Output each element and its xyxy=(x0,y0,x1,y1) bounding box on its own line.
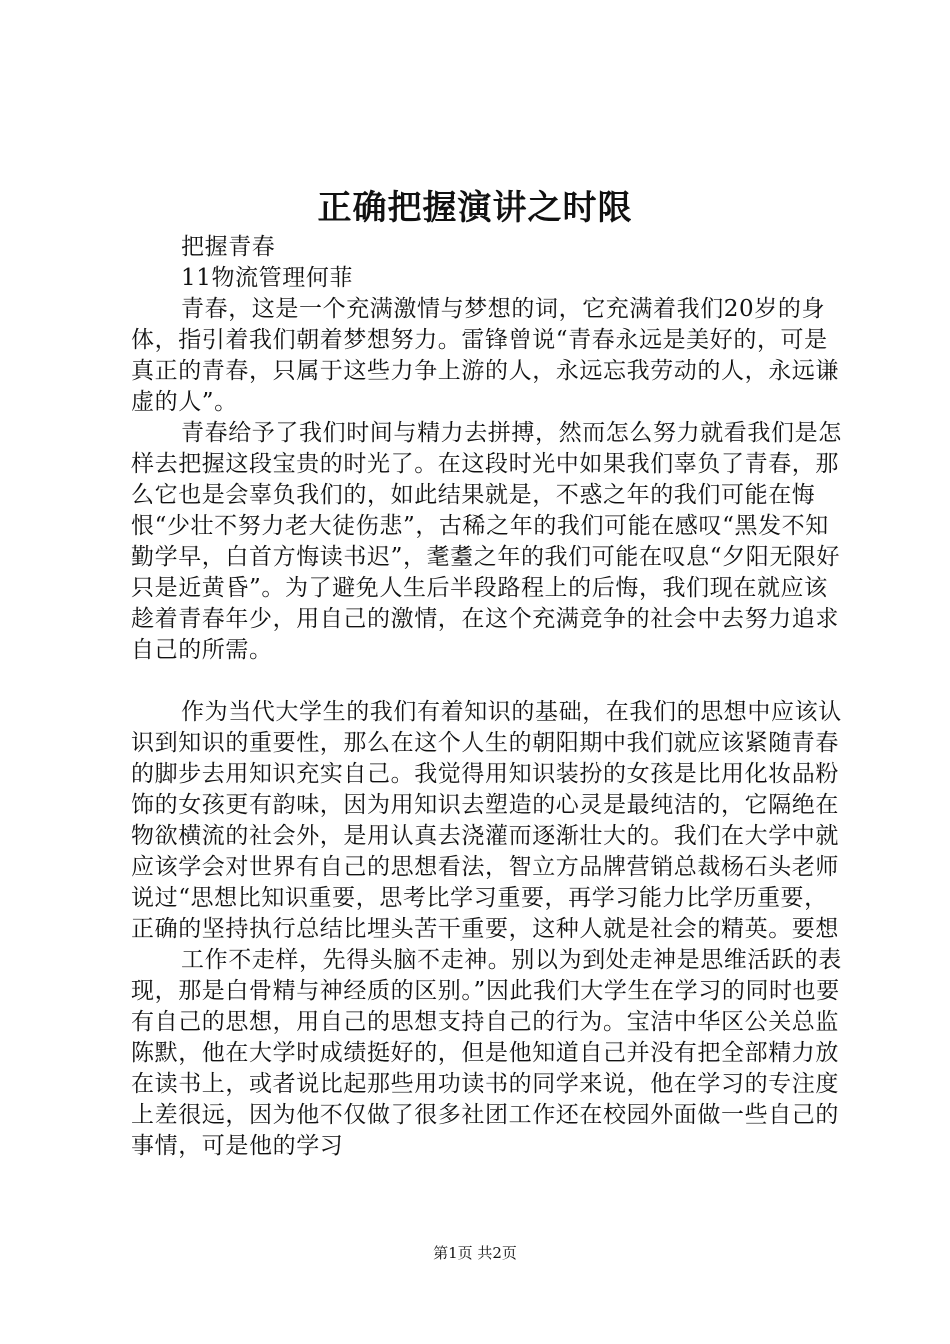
paragraph-gap xyxy=(131,666,845,697)
document-body xyxy=(131,232,845,1162)
page-footer: 第1页 共2页 xyxy=(433,1244,517,1262)
paragraph-4 xyxy=(131,945,845,1162)
author-line: 11物流管理何菲 xyxy=(181,265,354,291)
paragraph-3-text: 作为当代大学生的我们有着知识的基础，在我们的思想中应该认识到知识的重要性，那么在这个人生的朝阳期中我们就应该紧随青春的脚步去用知识充实自己。我觉得用知识装扮的女孩是比用化妆品粉饰的女孩更有韵味，因为用知识去塑造的心灵是最纯洁的，它隔绝在物欲横流的社会外，是用认真去浇灌而逐渐壮大的。我们在大学中就应该学会对世界有自己的思想看法，智立方品牌营销总裁杨石头老师说过“思想比知识重要，思考比学习重要，再学习能力比学历重要，正确的坚持执行总结比埋头苦干重要，这种人就是社会的精英。要想 xyxy=(131,699,842,942)
page-title: 正确把握演讲之时限 xyxy=(317,188,633,228)
paragraph-2 xyxy=(131,418,845,666)
paragraph-1 xyxy=(131,294,845,418)
paragraph-3 xyxy=(131,697,845,945)
subtitle: 把握青春 xyxy=(181,234,276,260)
paragraph-1-text: 青春，这是一个充满激情与梦想的词，它充满着我们20岁的身体，指引着我们朝着梦想努力。雷锋曾说“青春永远是美好的，可是真正的青春，只属于这些力争上游的人，永远忘我劳动的人，永远谦虚的人”。 xyxy=(131,296,839,415)
paragraph-2-text: 青春给予了我们时间与精力去拼搏，然而怎么努力就看我们是怎样去把握这段宝贵的时光了。在这段时光中如果我们辜负了青春，那么它也是会辜负我们的，如此结果就是，不惑之年的我们可能在悔恨“少壮不努力老大徒伤悲”，古稀之年的我们可能在感叹“黑发不知勤学早，白首方悔读书迟”，耄耋之年的我们可能在叹息“夕阳无限好只是近黄昏”。为了避免人生后半段路程上的后悔，我们现在就应该趁着青春年少，用自己的激情，在这个充满竞争的社会中去努力追求自己的所需。 xyxy=(131,420,842,663)
paragraph-4-text: 工作不走样，先得头脑不走神。别以为到处走神是思维活跃的表现，那是白骨精与神经质的区别。”因此我们大学生在学习的同时也要有自己的思想，用自己的思想支持自己的行为。宝洁中华区公关总监陈默，他在大学时成绩挺好的，但是他知道自己并没有把全部精力放在读书上，或者说比起那些用功读书的同学来说，他在学习的专注度上差很远，因为他不仅做了很多社团工作还在校园外面做一些自己的事情，可是他的学习 xyxy=(131,947,842,1159)
